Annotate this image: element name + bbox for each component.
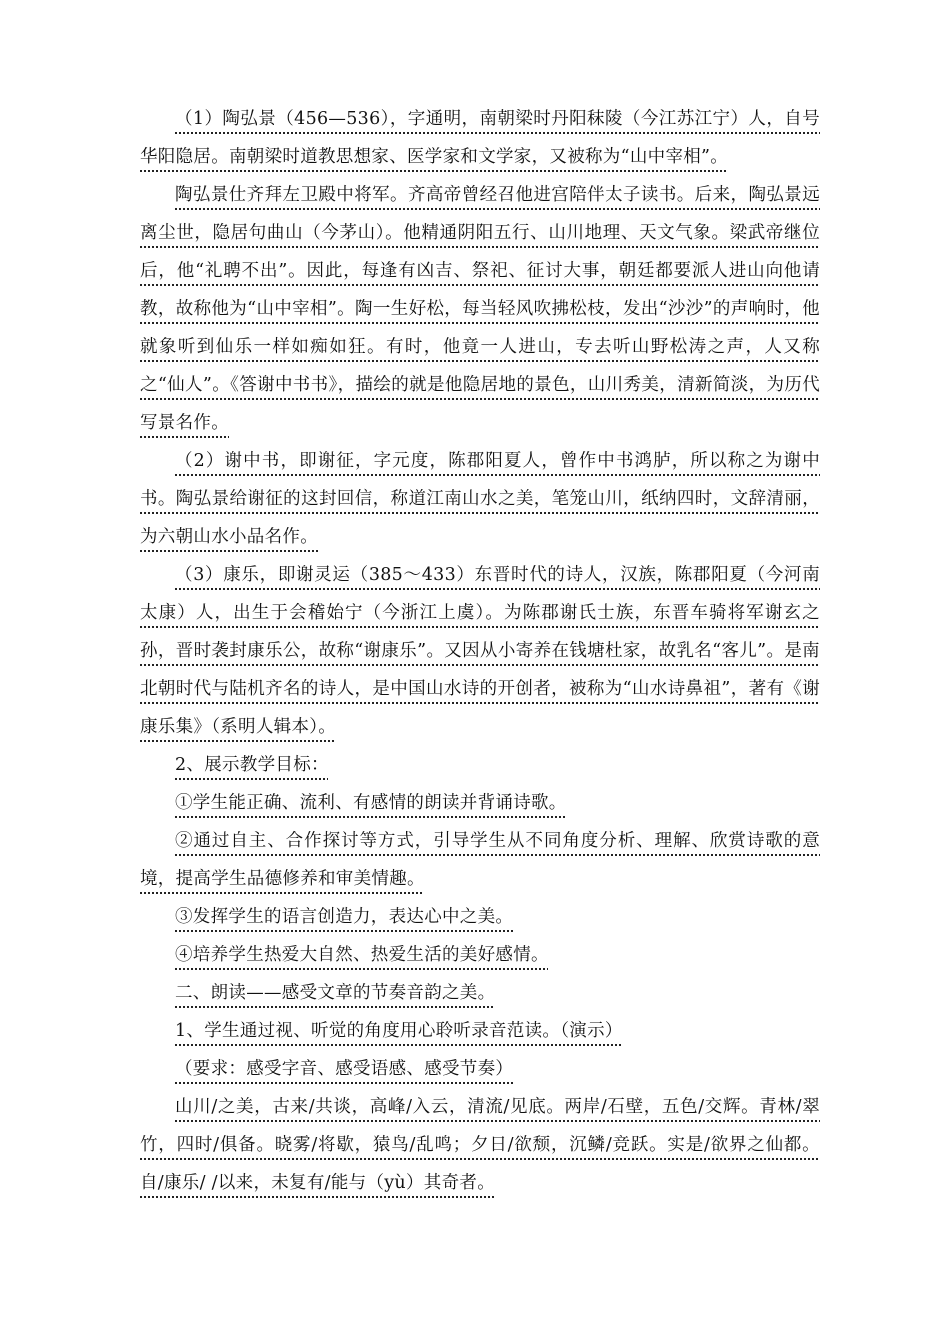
heading-teaching-goals: 2、展示教学目标：: [175, 755, 329, 775]
goal-item-4: ④培养学生热爱大自然、热爱生活的美好感情。: [175, 945, 549, 965]
paragraph-tao-hongjing-bio: 陶弘景仕齐拜左卫殿中将军。齐高帝曾经召他进宫陪伴太子读书。后来，陶弘景远离尘世，隐居句曲山（今茅山）。他精通阴阳五行、山川地理、天文气象。梁武帝继位后，他“礼聘不出”。因此，每逢有凶吉、祭祀、征讨大事，朝廷都要派人进山向他请教，故称他为“山中宰相”。陶一生好松，每当轻风吹拂松枝，发出“沙沙”的声响时，他就象听到仙乐一样如痴如狂。有时，他竟一人进山，专去听山野松涛之声，人又称之“仙人”。《答谢中书书》，描绘的就是他隐居地的景色，山川秀美，清新简淡，为历代写景名作。: [140, 185, 820, 433]
goal-item-2: ②通过自主、合作探讨等方式，引导学生从不同角度分析、理解、欣赏诗歌的意境，提高学生品德修养和审美情趣。: [140, 831, 820, 889]
goal-item-1: ①学生能正确、流利、有感情的朗读并背诵诗歌。: [175, 793, 567, 813]
goal-item-3: ③发挥学生的语言创造力，表达心中之美。: [175, 907, 514, 927]
paragraph-kangle: （3）康乐，即谢灵运（385～433）东晋时代的诗人，汉族，陈郡阳夏（今河南太康）人，出生于会稽始宁（今浙江上虞）。为陈郡谢氏士族，东晋车骑将军谢玄之孙，晋时袭封康乐公，故称“谢康乐”。又因从小寄养在钱塘杜家，故乳名“客儿”。是南北朝时代与陆机齐名的诗人，是中国山水诗的开创者，被称为“山水诗鼻祖”，著有《谢康乐集》（系明人辑本）。: [140, 565, 820, 737]
reading-step-1: 1、学生通过视、听觉的角度用心聆听录音范读。（演示）: [175, 1021, 623, 1041]
paragraph-xie-zhongshu: （2）谢中书，即谢征，字元度，陈郡阳夏人，曾作中书鸿胪，所以称之为谢中书。陶弘景给谢征的这封回信，称道江南山水之美，笔笼山川，纸纳四时，文辞清丽，为六朝山水小品名作。: [140, 451, 820, 547]
section-heading-reading: 二、朗读——感受文章的节奏音韵之美。: [175, 983, 496, 1003]
paragraph-tao-hongjing-intro: （1）陶弘景（456—536），字通明，南朝梁时丹阳秣陵（今江苏江宁）人，自号华阳隐居。南朝梁时道教思想家、医学家和文学家，又被称为“山中宰相”。: [140, 109, 820, 167]
reading-requirements: （要求：感受字音、感受语感、感受节奏）: [175, 1059, 514, 1079]
document-body: [140, 100, 820, 1202]
reading-rhythm-text: 山川/之美，古来/共谈，高峰/入云，清流/见底。两岸/石壁，五色/交辉。青林/翠竹，四时/俱备。晓雾/将歇，猿鸟/乱鸣；夕日/欲颓，沉鳞/竞跃。实是/欲界之仙都。自/康乐/ /以来，未复有/能与（yù）其奇者。: [140, 1097, 820, 1193]
